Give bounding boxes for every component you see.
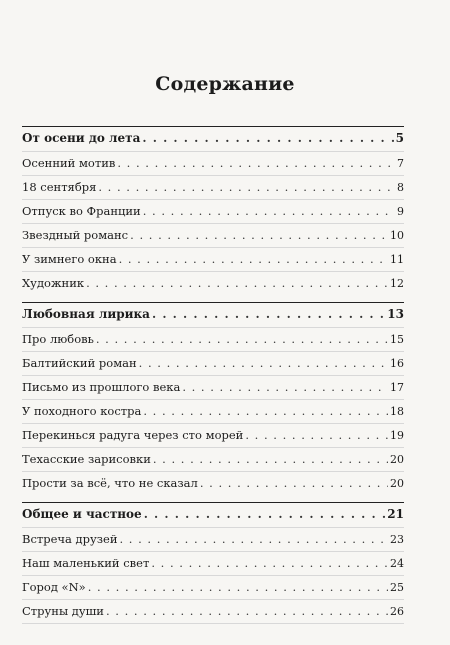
toc-item-page: 16: [390, 357, 404, 370]
toc-item[interactable]: [22, 602, 404, 620]
toc-heading-page: 21: [387, 507, 404, 521]
dot-leader: [139, 354, 388, 372]
toc-item-label: Техасские зарисовки: [22, 452, 151, 466]
row-separator: [22, 527, 404, 528]
toc-item-label: Балтийский роман: [22, 356, 137, 370]
page-title: Содержание: [155, 73, 295, 95]
dot-leader: [143, 202, 395, 220]
toc-item[interactable]: [22, 450, 404, 468]
toc-item-label: У зимнего окна: [22, 252, 117, 266]
toc-item-page: 25: [390, 581, 404, 594]
row-separator: [22, 223, 404, 224]
toc-item-label: Струны души: [22, 604, 104, 618]
toc-heading-page: 13: [387, 307, 404, 321]
toc-item-page: 17: [390, 381, 404, 394]
toc-heading-label: Любовная лирика: [22, 307, 150, 321]
dot-leader: [98, 178, 395, 196]
toc-item-page: 20: [390, 477, 404, 490]
dot-leader: [143, 402, 388, 420]
dot-leader: [153, 450, 388, 468]
dot-leader: [200, 474, 388, 492]
row-separator: [22, 447, 404, 448]
toc-item[interactable]: [22, 330, 404, 348]
toc-item[interactable]: [22, 250, 404, 268]
toc-section-2: [22, 302, 404, 490]
toc-item-page: 9: [397, 205, 404, 218]
row-separator: [22, 599, 404, 600]
toc-heading-label: От осени до лета: [22, 131, 141, 145]
toc-item-page: 7: [397, 157, 404, 170]
toc-heading-page: 5: [395, 131, 404, 145]
row-separator: [22, 199, 404, 200]
toc-item-label: Отпуск во Франции: [22, 204, 141, 218]
toc-item-label: Встреча друзей: [22, 532, 118, 546]
toc-item-page: 15: [390, 333, 404, 346]
toc-heading-label: Общее и частное: [22, 507, 142, 521]
toc-item-page: 24: [390, 557, 404, 570]
row-separator: [22, 247, 404, 248]
row-separator: [22, 175, 404, 176]
dot-leader: [151, 554, 388, 572]
toc-item-page: 26: [390, 605, 404, 618]
dot-leader: [120, 530, 389, 548]
dot-leader: [119, 250, 388, 268]
toc-heading[interactable]: [22, 305, 404, 323]
toc-item[interactable]: [22, 274, 404, 292]
toc-item-page: 20: [390, 453, 404, 466]
row-separator: [22, 623, 404, 624]
toc-item-page: 23: [390, 533, 404, 546]
toc-item-page: 12: [390, 277, 404, 290]
toc-item-label: 18 сентября: [22, 180, 97, 194]
row-separator: [22, 471, 404, 472]
toc-item-page: 10: [390, 229, 404, 242]
toc-item-page: 11: [390, 253, 404, 266]
dot-leader: [106, 602, 388, 620]
dot-leader: [142, 129, 393, 147]
toc-item[interactable]: [22, 354, 404, 372]
row-separator: [22, 575, 404, 576]
row-separator: [22, 423, 404, 424]
toc-item-label: Перекинься радуга через сто морей: [22, 428, 244, 442]
dot-leader: [117, 154, 395, 172]
toc-heading[interactable]: [22, 505, 404, 523]
toc-item[interactable]: [22, 378, 404, 396]
toc-item[interactable]: [22, 474, 404, 492]
toc-section-1: [22, 126, 404, 290]
toc-item[interactable]: [22, 226, 404, 244]
toc-item-label: Звездный романс: [22, 228, 129, 242]
dot-leader: [182, 378, 388, 396]
toc-item[interactable]: [22, 530, 404, 548]
toc-item-page: 19: [390, 429, 404, 442]
row-separator: [22, 151, 404, 152]
toc-item[interactable]: [22, 554, 404, 572]
toc-item[interactable]: [22, 426, 404, 444]
row-separator: [22, 271, 404, 272]
row-separator: [22, 327, 404, 328]
row-separator: [22, 399, 404, 400]
dot-leader: [152, 305, 385, 323]
row-separator: [22, 351, 404, 352]
dot-leader: [245, 426, 388, 444]
row-separator: [22, 551, 404, 552]
dot-leader: [88, 578, 388, 596]
toc-item-label: Письмо из прошлого века: [22, 380, 181, 394]
dot-leader: [86, 274, 388, 292]
toc-item[interactable]: [22, 402, 404, 420]
toc-item-label: У походного костра: [22, 404, 142, 418]
toc-item-page: 18: [390, 405, 404, 418]
toc-item-label: Город «N»: [22, 580, 86, 594]
toc-item-label: Про любовь: [22, 332, 94, 346]
dot-leader: [96, 330, 388, 348]
toc-item[interactable]: [22, 154, 404, 172]
toc-heading[interactable]: [22, 129, 404, 147]
dot-leader: [144, 505, 386, 523]
toc-item-label: Художник: [22, 276, 85, 290]
toc-item-label: Осенний мотив: [22, 156, 116, 170]
toc-item-label: Наш маленький свет: [22, 556, 150, 570]
toc-item-label: Прости за всё, что не сказал: [22, 476, 198, 490]
toc-section-3: [22, 502, 404, 618]
toc-item[interactable]: [22, 202, 404, 220]
dot-leader: [130, 226, 388, 244]
toc-item[interactable]: [22, 178, 404, 196]
row-separator: [22, 375, 404, 376]
toc-item-page: 8: [397, 181, 404, 194]
toc-item[interactable]: [22, 578, 404, 596]
